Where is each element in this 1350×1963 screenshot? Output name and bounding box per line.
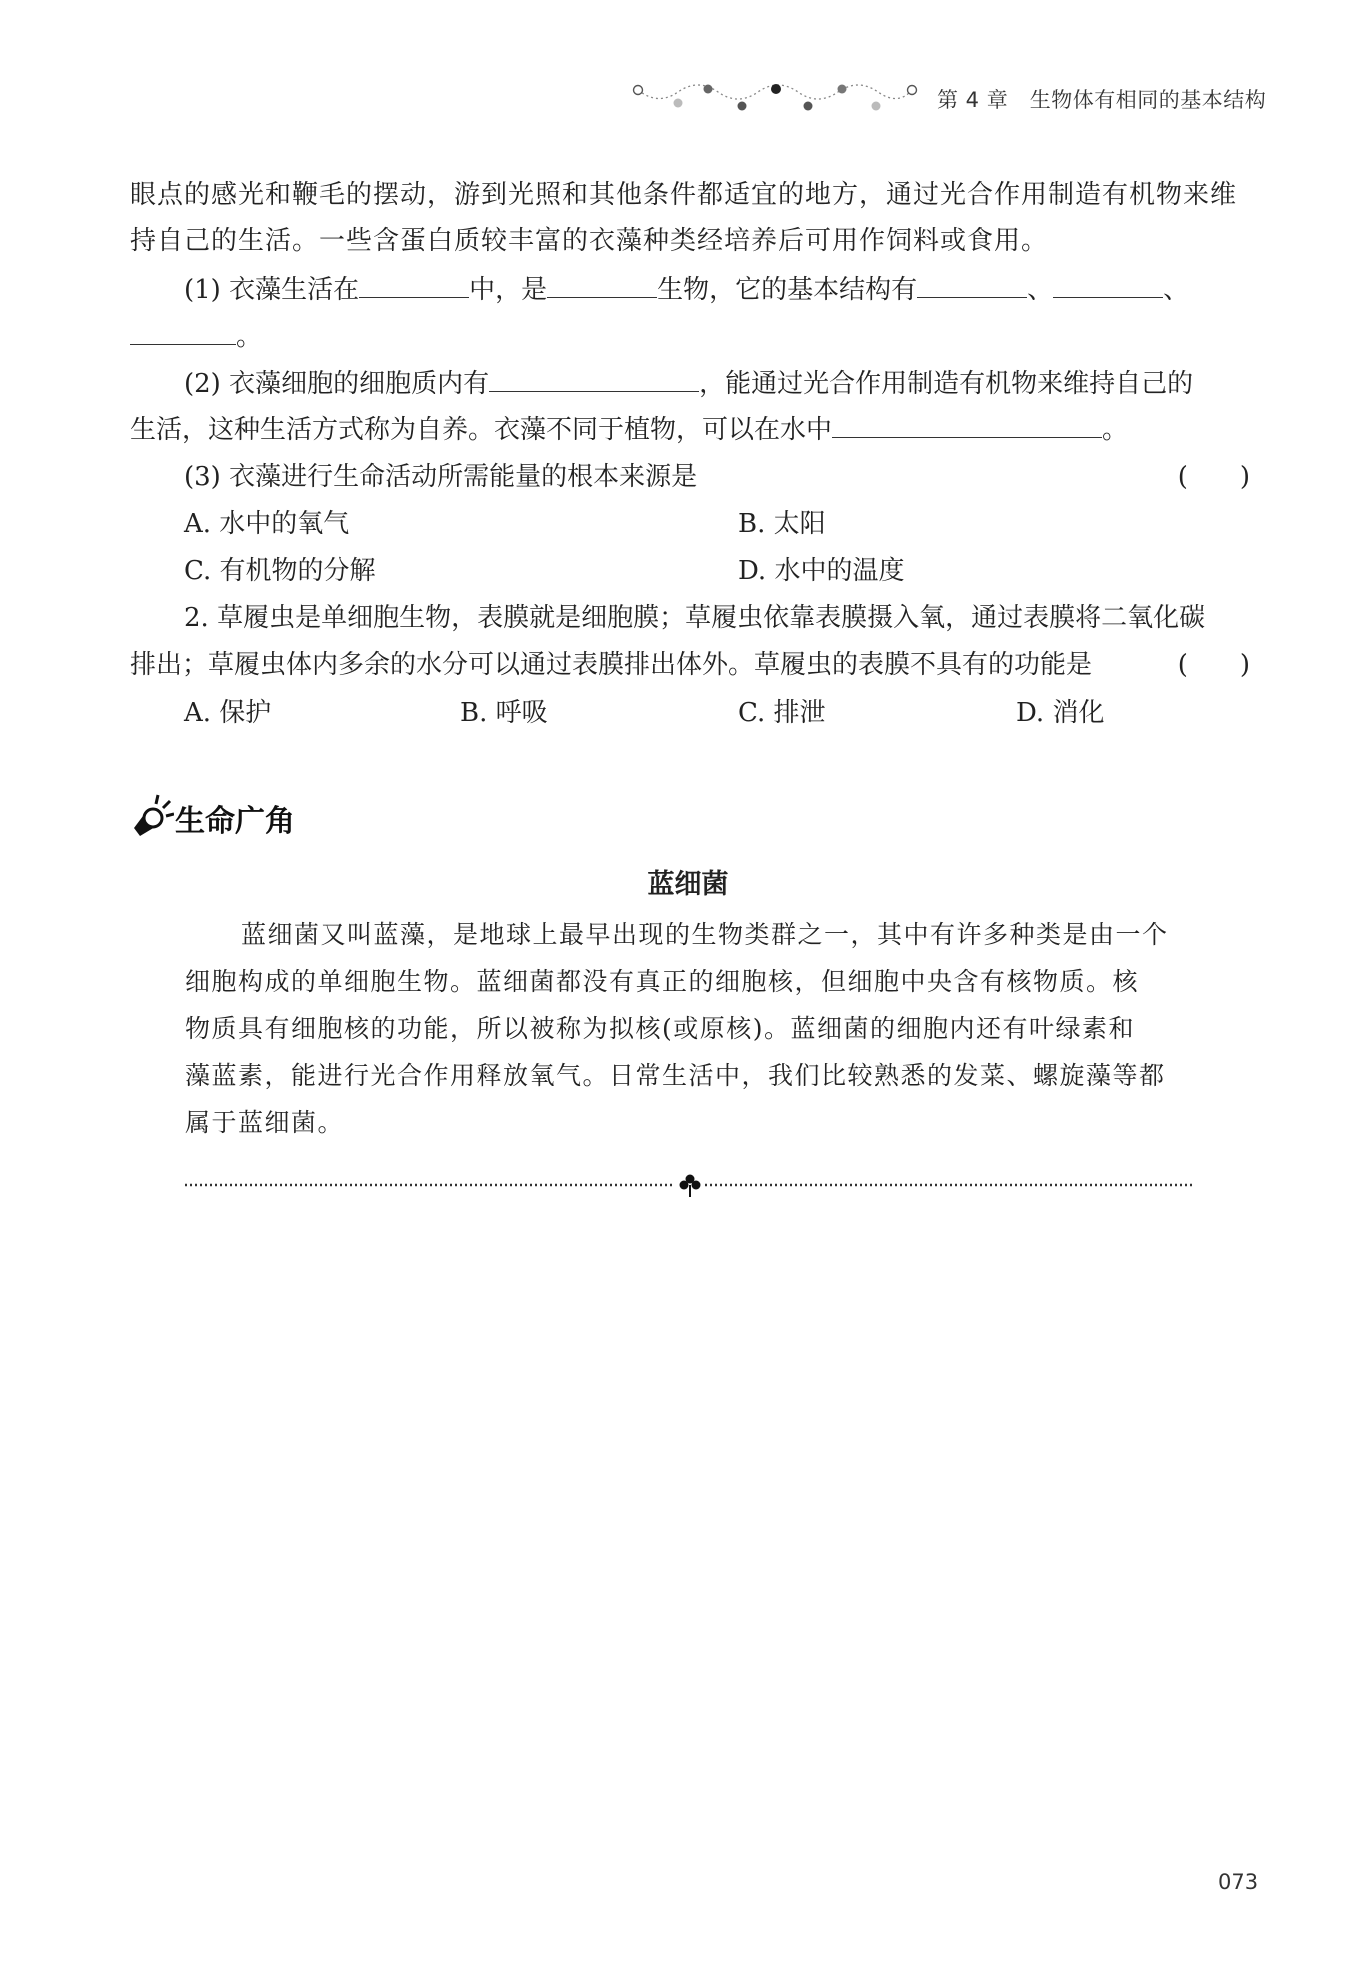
box-line-1: 蓝细菌又叫蓝藻，是地球上最早出现的生物类群之一，其中有许多种类是由一个: [241, 920, 1169, 949]
box-line-5: 属于蓝细菌。: [185, 1108, 345, 1137]
chapter-header: [937, 84, 1266, 114]
passage-line-1: 眼点的感光和鞭毛的摆动，游到光照和其他条件都适宜的地方，通过光合作用制造有机物来维: [130, 180, 1238, 210]
dotted-divider: [185, 1170, 1195, 1200]
option-d[interactable]: D. 消化: [1016, 698, 1105, 728]
option-b[interactable]: B. 太阳: [738, 509, 826, 539]
q1-part2-cont: 生活，这种生活方式称为自养。衣藻不同于植物，可以在水中 。: [130, 415, 1129, 445]
answer-blank[interactable]: [1053, 275, 1163, 298]
chapter-number: 第 4 章: [937, 88, 1009, 112]
q2-line-2: 排出；草履虫体内多余的水分可以通过表膜排出体外。草履虫的表膜不具有的功能是 ( ): [130, 650, 1250, 680]
option-c[interactable]: C. 有机物的分解: [184, 556, 376, 586]
page-number: 073: [1218, 1870, 1259, 1894]
chapter-title: 生物体有相同的基本结构: [1029, 88, 1267, 112]
box-line-4: 藻蓝素，能进行光合作用释放氧气。日常生活中，我们比较熟悉的发菜、螺旋藻等都: [185, 1061, 1166, 1090]
q2-line-1: 2. 草履虫是单细胞生物，表膜就是细胞膜；草履虫依靠表膜摄入氧，通过表膜将二氧化碳: [184, 603, 1206, 633]
answer-blank[interactable]: [832, 415, 1102, 438]
q1-part1-cont: 。: [130, 320, 1250, 354]
option-d[interactable]: D. 水中的温度: [738, 556, 905, 586]
passage-line-2: 持自己的生活。一些含蛋白质较丰富的衣藻种类经培养后可用作饲料或食用。: [130, 226, 1049, 256]
option-c[interactable]: C. 排泄: [738, 698, 826, 728]
q1-part1: (1) 衣藻生活在 中，是 生物，它的基本结构有 、 、: [184, 275, 1190, 305]
answer-blank[interactable]: [130, 322, 236, 345]
megaphone-icon: [130, 792, 174, 838]
answer-blank[interactable]: [547, 275, 657, 298]
option-a[interactable]: A. 保护: [184, 698, 272, 728]
option-a[interactable]: A. 水中的氧气: [184, 509, 350, 539]
q1-part3: (3) 衣藻进行生命活动所需能量的根本来源是 ( ): [184, 462, 1250, 492]
answer-parentheses[interactable]: ( ): [1177, 650, 1250, 680]
answer-blank[interactable]: [917, 275, 1027, 298]
answer-parentheses[interactable]: ( ): [1177, 462, 1250, 492]
clover-icon: [680, 1175, 701, 1198]
answer-blank[interactable]: [359, 275, 469, 298]
header-wave-decoration: [632, 76, 922, 116]
box-line-3: 物质具有细胞核的功能，所以被称为拟核(或原核)。蓝细菌的细胞内还有叶绿素和: [185, 1014, 1136, 1043]
answer-blank[interactable]: [489, 369, 699, 392]
q1-part2: (2) 衣藻细胞的细胞质内有 ，能通过光合作用制造有机物来维持自己的: [184, 369, 1194, 399]
option-b[interactable]: B. 呼吸: [460, 698, 548, 728]
box-title: 蓝细菌: [647, 869, 729, 900]
box-line-2: 细胞构成的单细胞生物。蓝细菌都没有真正的细胞核，但细胞中央含有核物质。核: [185, 967, 1140, 996]
section-title: 生命广角: [175, 804, 295, 839]
